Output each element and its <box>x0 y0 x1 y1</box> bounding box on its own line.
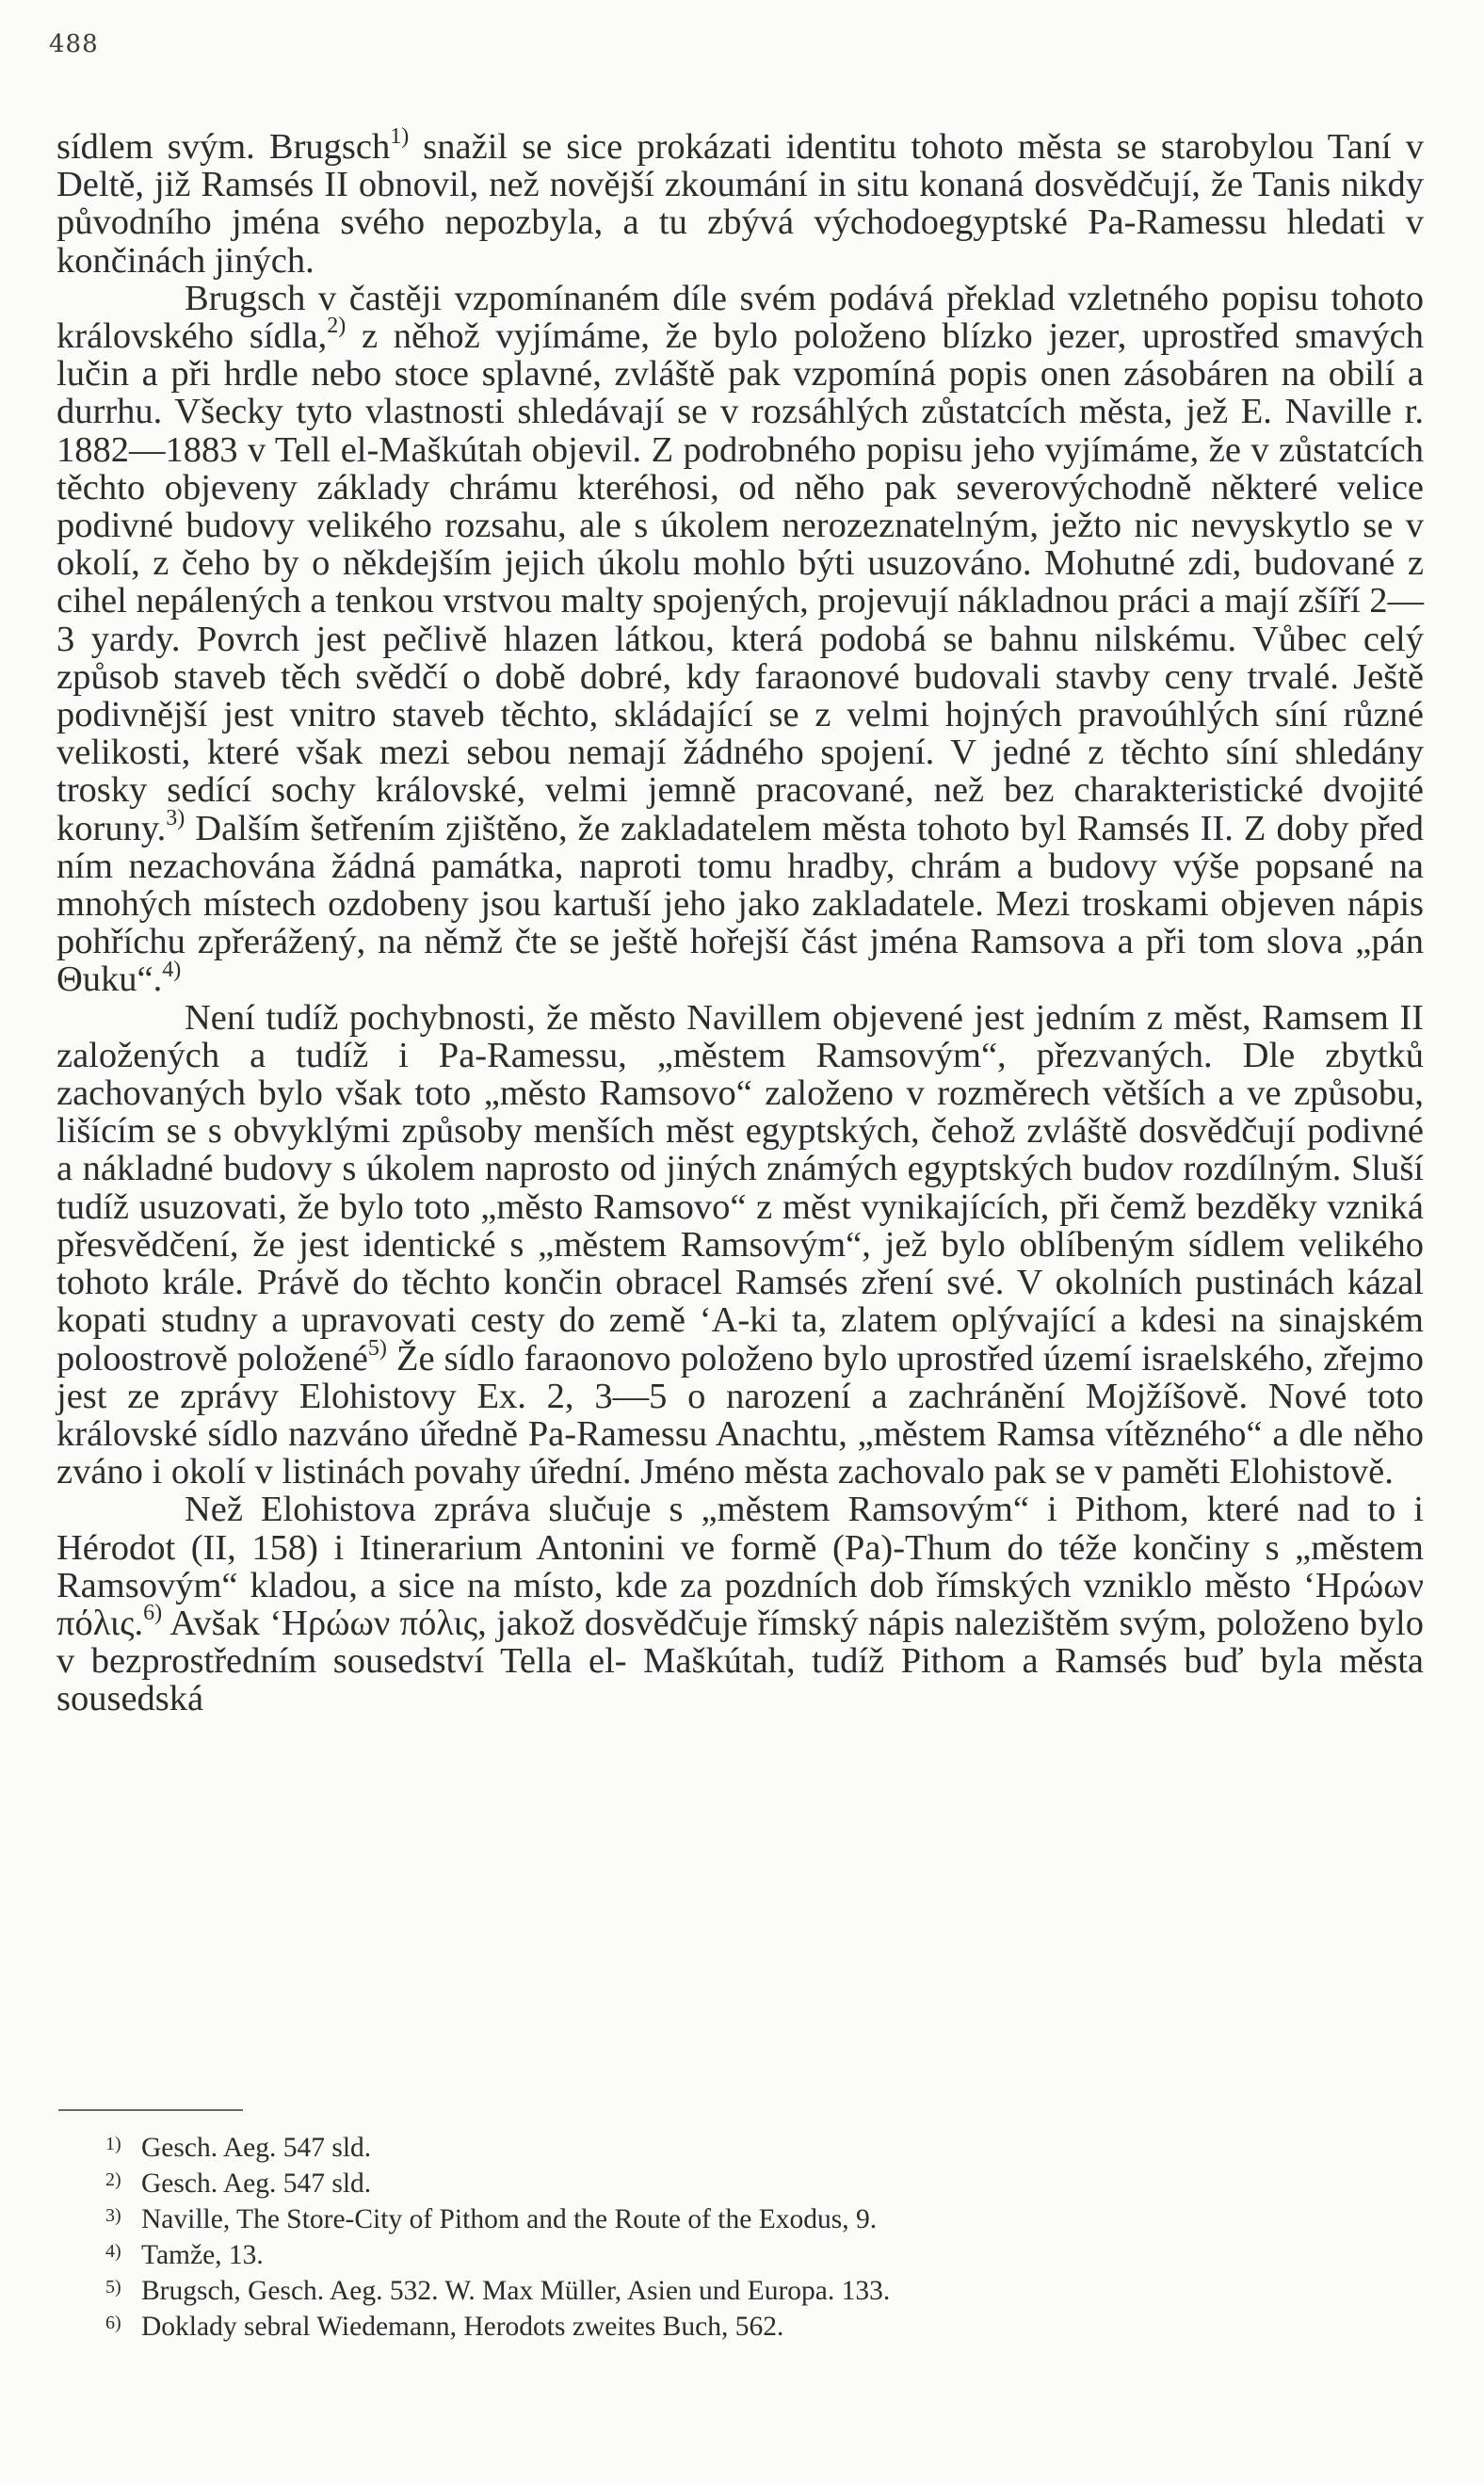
footnote <box>105 2166 1403 2201</box>
footnote-text: Brugsch, Gesch. Aeg. 532. W. Max Müller, Asien und Europa. 133. <box>141 2276 891 2306</box>
page-number: 488 <box>49 30 99 58</box>
paragraph-text: snažil se sice prokázati identitu tohoto města se starobylou Taní v Deltě, již Ramsés II obnovil, než novější zkoumání in situ konaná dosvědčují, že Tanis nikdy původního jména svého nepozbyla, a tu zbývá východoegyptské Pa-Ramessu hledati v končinách jiných. <box>56 127 1424 281</box>
footnote-reference: 2) <box>327 314 347 339</box>
footnote-mark: 6) <box>105 2313 121 2333</box>
footnote-text: Gesch. Aeg. 547 sld. <box>141 2133 372 2163</box>
paragraph <box>56 280 1424 999</box>
footnotes <box>105 2130 1403 2345</box>
footnote <box>105 2201 1403 2237</box>
footnote-text: Naville, The Store-City of Pithom and the Route of the Exodus, 9. <box>141 2204 878 2234</box>
footnote-reference: 1) <box>390 124 410 150</box>
footnote-text: Gesch. Aeg. 547 sld. <box>141 2169 372 2199</box>
footnote-text: Doklady sebral Wiedemann, Herodots zweites Buch, 562. <box>141 2312 784 2342</box>
paragraph <box>56 124 1424 281</box>
paragraph <box>56 999 1424 1491</box>
footnote-reference: 4) <box>162 957 182 982</box>
paragraph-text: Dalším šetřením zjištěno, že zakladatelem města tohoto byl Ramsés II. Z doby před ním nezachována žádná památka, naproti tomu hradby, chrám a budovy výše popsané na mnohých místech ozdobeny jsou kartuší jeho jako zakladatele. Mezi troskami objeven nápis pohříchu zpřerážený, na němž čte se ještě hořejší část jména Ramsova a při tom slova „pán Θuku“. <box>56 808 1424 1000</box>
paragraph-text: Že sídlo faraonovo položeno bylo uprostřed území israelského, zřejmo jest ze zprávy Elohistovy Ex. 2, 3—5 o narození a zachránění Mojžíšově. Nové toto královské sídlo nazváno úředně Pa-Ramessu Anachtu, „městem Ramsa vítězného“ a dle něho zváno i okolí v listinách povahy úřední. Jméno města zachovalo pak se v paměti Elohistově. <box>56 1338 1424 1492</box>
footnote-mark: 1) <box>105 2134 121 2154</box>
paragraph-text: Než Elohistova zpráva slučuje s „městem Ramsovým“ i Pithom, které nad to i Hérodot (II, 158) i Itinerarium Antonini ve formě (Pa)-Thum do téže končiny s „městem Ramsovým“ kladou, a sice na místo, kde za pozdních dob římských vzniklo město ‘Ηρώων πόλις. <box>56 1490 1424 1643</box>
footnote <box>105 2309 1403 2345</box>
footnote <box>105 2130 1403 2166</box>
paragraph <box>56 1491 1424 1717</box>
paragraph-text: Brugsch v častěji vzpomínaném díle svém podává překlad vzletného popisu tohoto královského sídla, <box>56 278 1424 357</box>
footnote-text: Tamže, 13. <box>141 2240 264 2270</box>
footnote <box>105 2273 1403 2309</box>
paragraph-text: z něhož vyjímáme, že bylo položeno blízko jezer, uprostřed smavých lučin a při hrdle nebo stoce splavné, zvláště pak vzpomíná popis onen zásobáren na obilí a durrhu. Všecky tyto vlastnosti shledávají se v rozsáhlých zůstatcích města, jež E. Naville r. 1882—1883 v Tell el-Maškútah objevil. Z podrobného popisu jeho vyjímáme, že v zůstatcích těchto objeveny základy chrámu kteréhosi, od něho pak severovýchodně některé velice podivné budovy velikého rozsahu, ale s úkolem nerozeznatelným, ježto nic nevyskytlo se v okolí, z čeho by o někdejším jejich úkolu mohlo býti usuzováno. Mohutné zdi, budované z cihel nepálených a tenkou vrstvou malty spojených, projevují nákladnou práci a mají zšíří 2—3 yardy. Povrch jest pečlivě hlazen látkou, která podobá se bahnu nilskému. Vůbec celý způsob staveb těch svědčí o době dobré, kdy faraonové budovali stavby ceny trvalé. Ještě podivnější jest vnitro staveb těchto, skládající se z velmi hojných pravoúhlých síní různé velikosti, které však mezi sebou nemají žádného spojení. V jedné z těchto síní shledány trosky sedící sochy královské, velmi jemně pracované, než bez charakteristické dvojité koruny. <box>56 316 1425 848</box>
body-text <box>56 124 1425 1719</box>
footnote-mark: 2) <box>105 2169 121 2190</box>
footnote <box>105 2237 1403 2273</box>
paragraph-text: Avšak ‘Ηρώων πόλις, jakož dosvědčuje římský nápis nalezištěm svým, položeno bylo v bezprostředním sousedství Tella el- Maškútah, tudíž Pithom a Ramsés buď byla města sousedská <box>56 1603 1424 1719</box>
footnote-divider <box>58 2109 243 2111</box>
footnote-reference: 5) <box>367 1335 387 1361</box>
footnote-reference: 6) <box>143 1601 163 1626</box>
footnote-mark: 5) <box>105 2277 121 2298</box>
footnote-mark: 3) <box>105 2205 121 2226</box>
footnote-mark: 4) <box>105 2241 121 2262</box>
paragraph-text: sídlem svým. Brugsch <box>56 127 391 167</box>
footnote-reference: 3) <box>166 805 186 830</box>
paragraph-text: Není tudíž pochybnosti, že město Navillem objevené jest jedním z měst, Ramsem II založených a tudíž i Pa-Ramessu, „městem Ramsovým“, přezvaných. Dle zbytků zachovaných bylo však toto „město Ramsovo“ založeno v rozměrech větších a ve způsobu, lišícím se s obvyklými způsoby menších měst egyptských, čehož zvláště dosvědčují podivné a nákladné budovy s úkolem naprosto od jiných známých egyptských budov rozdílným. Sluší tudíž usuzovati, že bylo toto „město Ramsovo“ z měst vynikajících, při čemž bezděky vzniká přesvědčení, že jest identické s „městem Ramsovým“, jež bylo oblíbeným sídlem velikého tohoto krále. Právě do těchto končin obracel Ramsés zření své. V okolních pustinách kázal kopati studny a upravovati cesty do země ‘A-ki ta, zlatem oplývající a kdesi na sinajském poloostrově položené <box>56 997 1424 1379</box>
